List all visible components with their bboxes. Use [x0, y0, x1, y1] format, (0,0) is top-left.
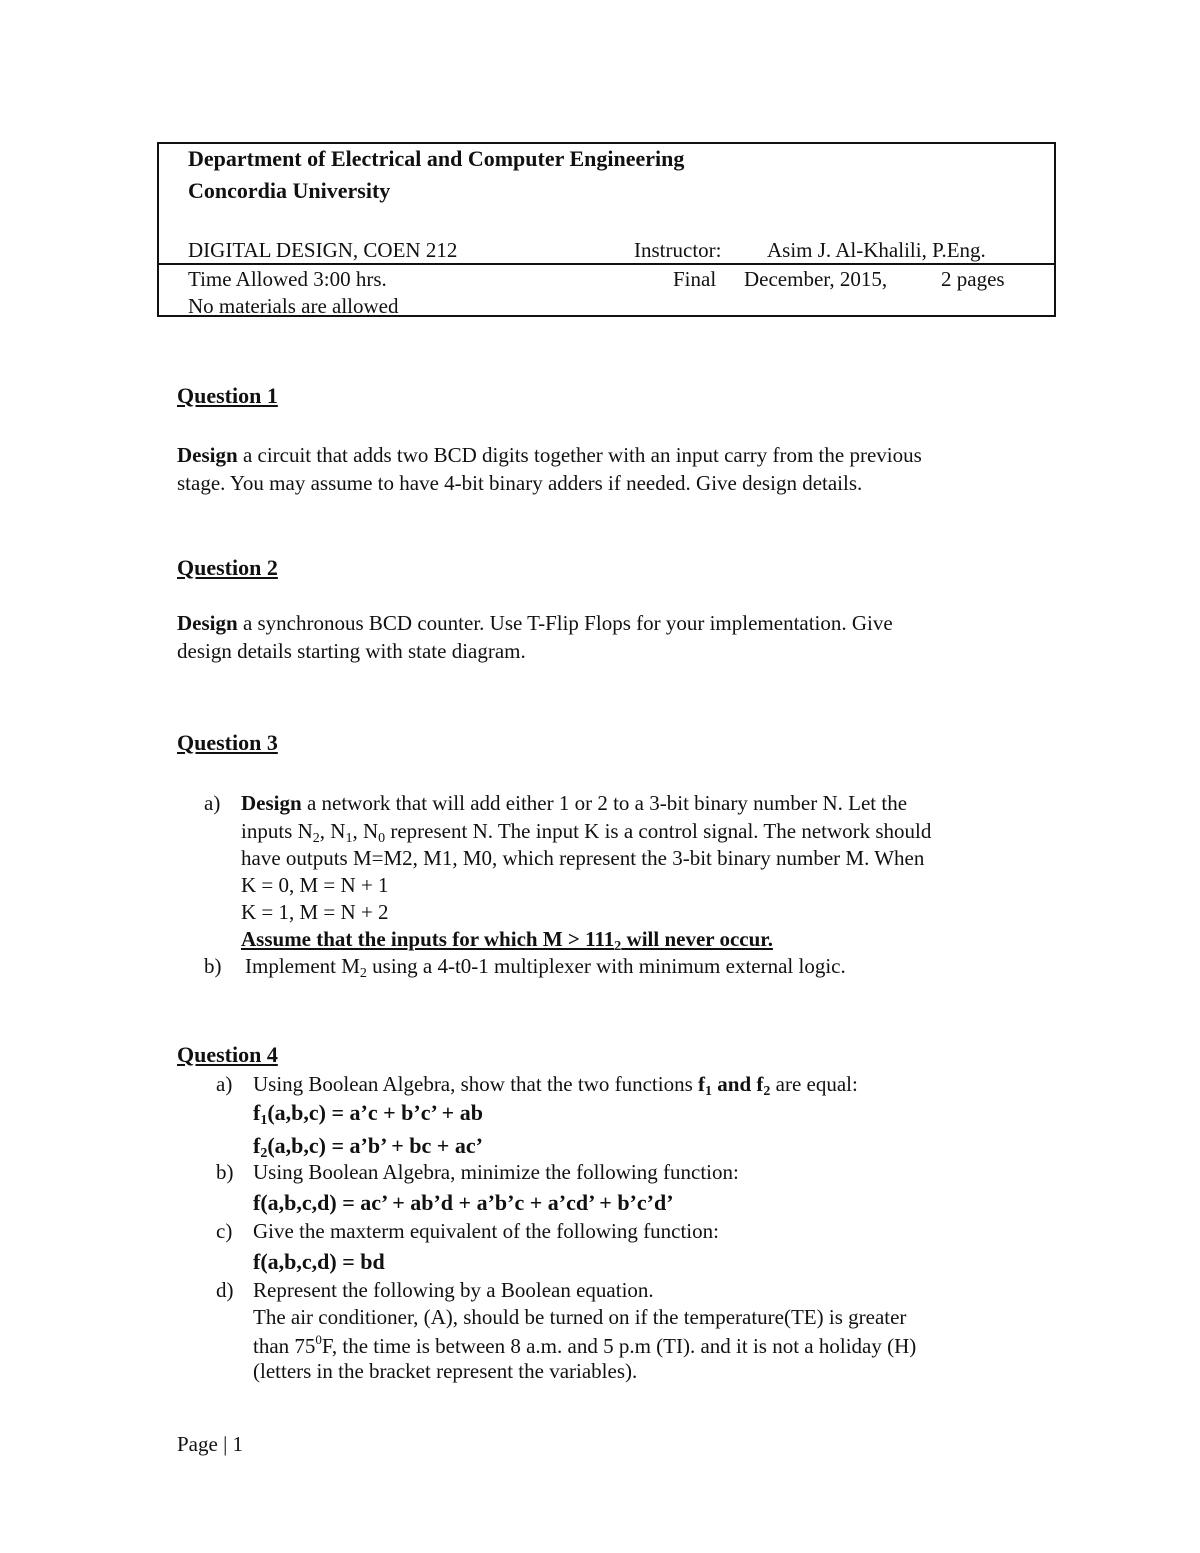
question-2-line-1 — [177, 611, 893, 636]
q3-b-line — [245, 954, 846, 982]
q4-d-line-1: The air conditioner, (A), should be turned on if the temperature(TE) is greater — [253, 1305, 907, 1329]
q4-d-line-3: (letters in the bracket represent the variables). — [253, 1359, 638, 1383]
q4-a-line — [253, 1072, 858, 1100]
q3-a-line-1 — [241, 791, 907, 816]
q3-part-a-label: a) — [204, 791, 221, 815]
subscript: 2 — [614, 939, 622, 954]
page-number: Page | 1 — [177, 1432, 244, 1456]
equation-f1 — [253, 1100, 483, 1129]
q3-a-text-1: a network that will add either 1 or 2 to a 3-bit binary number N. Let the — [301, 791, 908, 815]
instructor-name: Asim J. Al-Khalili, P.Eng. — [767, 238, 986, 262]
assume-text: Assume that the inputs for which M > 111 — [241, 927, 615, 951]
design-keyword: Design — [177, 611, 238, 635]
q3-sep: , N — [352, 819, 379, 843]
question-1-line-2: stage. You may assume to have 4-bit binary adders if needed. Give design details. — [177, 471, 863, 495]
superscript: 0 — [315, 1332, 322, 1347]
exam-type: Final — [673, 267, 717, 291]
question-2-line-2: design details starting with state diagram. — [177, 639, 526, 663]
q3-inputs-text: inputs N — [241, 819, 313, 843]
question-1-title: Question 1 — [177, 383, 278, 408]
q3-assumption — [241, 927, 773, 955]
q3-a-line-4: K = 0, M = N + 1 — [241, 873, 389, 897]
and-f2-label: and f — [712, 1072, 764, 1096]
design-keyword: Design — [241, 791, 302, 815]
q4-part-c-label: c) — [216, 1219, 233, 1243]
f1-label: f — [698, 1072, 706, 1096]
temp-rest: F, the time is between 8 a.m. and 5 p.m (TI). and it is not a holiday (H) — [321, 1334, 917, 1358]
implement-text: Implement M — [245, 954, 360, 978]
subscript: 1 — [705, 1084, 713, 1099]
university-name: Concordia University — [188, 178, 391, 203]
equation-f2 — [253, 1133, 483, 1162]
q4-part-a-label: a) — [216, 1072, 233, 1096]
question-3-title: Question 3 — [177, 730, 278, 755]
question-1-line-1 — [177, 443, 922, 468]
time-allowed: Time Allowed 3:00 hrs. — [188, 267, 387, 291]
q3-a-line-2 — [241, 819, 931, 847]
instructor-label: Instructor: — [634, 238, 722, 262]
question-4-title: Question 4 — [177, 1042, 278, 1067]
department-name: Department of Electrical and Computer Engineering — [188, 146, 685, 171]
subscript: 2 — [312, 831, 320, 846]
q4-c-text: Give the maxterm equivalent of the following function: — [253, 1219, 719, 1243]
q1-text-1: a circuit that adds two BCD digits together with an input carry from the previous — [237, 443, 922, 467]
equation-maxterm: f(a,b,c,d) = bd — [253, 1249, 385, 1274]
q3-inputs-rest: represent N. The input K is a control signal. The network should — [385, 819, 932, 843]
q4-d-text: Represent the following by a Boolean equation. — [253, 1278, 654, 1302]
subscript: 2 — [763, 1084, 771, 1099]
eq-rest: (a,b,c) = a’c + b’c’ + ab — [267, 1100, 483, 1125]
materials-note: No materials are allowed — [188, 294, 399, 318]
design-keyword: Design — [177, 443, 238, 467]
assume-rest: will never occur. — [621, 927, 773, 951]
q4-part-b-label: b) — [216, 1160, 234, 1184]
subscript: 2 — [359, 966, 367, 981]
q4-b-text: Using Boolean Algebra, minimize the following function: — [253, 1160, 739, 1184]
eq-f: f — [253, 1133, 261, 1158]
question-2-title: Question 2 — [177, 555, 278, 580]
q4-a-text: Using Boolean Algebra, show that the two functions — [253, 1072, 699, 1096]
q4-a-rest: are equal: — [770, 1072, 858, 1096]
subscript: 2 — [260, 1146, 268, 1161]
header-divider — [159, 263, 1054, 265]
q4-part-d-label: d) — [216, 1278, 234, 1302]
subscript: 0 — [378, 831, 386, 846]
q3-sep: , N — [319, 819, 346, 843]
eq-rest: (a,b,c) = a’b’ + bc + ac’ — [267, 1133, 483, 1158]
q3-a-line-5: K = 1, M = N + 2 — [241, 900, 389, 924]
page-count: 2 pages — [941, 267, 1005, 291]
exam-date: December, 2015, — [744, 267, 888, 291]
q4-d-line-2 — [253, 1332, 916, 1359]
subscript: 1 — [345, 831, 353, 846]
implement-rest: using a 4-t0-1 multiplexer with minimum external logic. — [366, 954, 846, 978]
subscript: 1 — [260, 1113, 268, 1128]
course-name: DIGITAL DESIGN, COEN 212 — [188, 238, 458, 262]
equation-minimize: f(a,b,c,d) = ac’ + ab’d + a’b’c + a’cd’ + b’c’d’ — [253, 1190, 674, 1215]
q2-text-1: a synchronous BCD counter. Use T-Flip Flops for your implementation. Give — [237, 611, 893, 635]
eq-f: f — [253, 1100, 261, 1125]
temp-text: than 75 — [253, 1334, 316, 1358]
q3-part-b-label: b) — [204, 954, 222, 978]
q3-a-line-3: have outputs M=M2, M1, M0, which represent the 3-bit binary number M. When — [241, 846, 925, 870]
